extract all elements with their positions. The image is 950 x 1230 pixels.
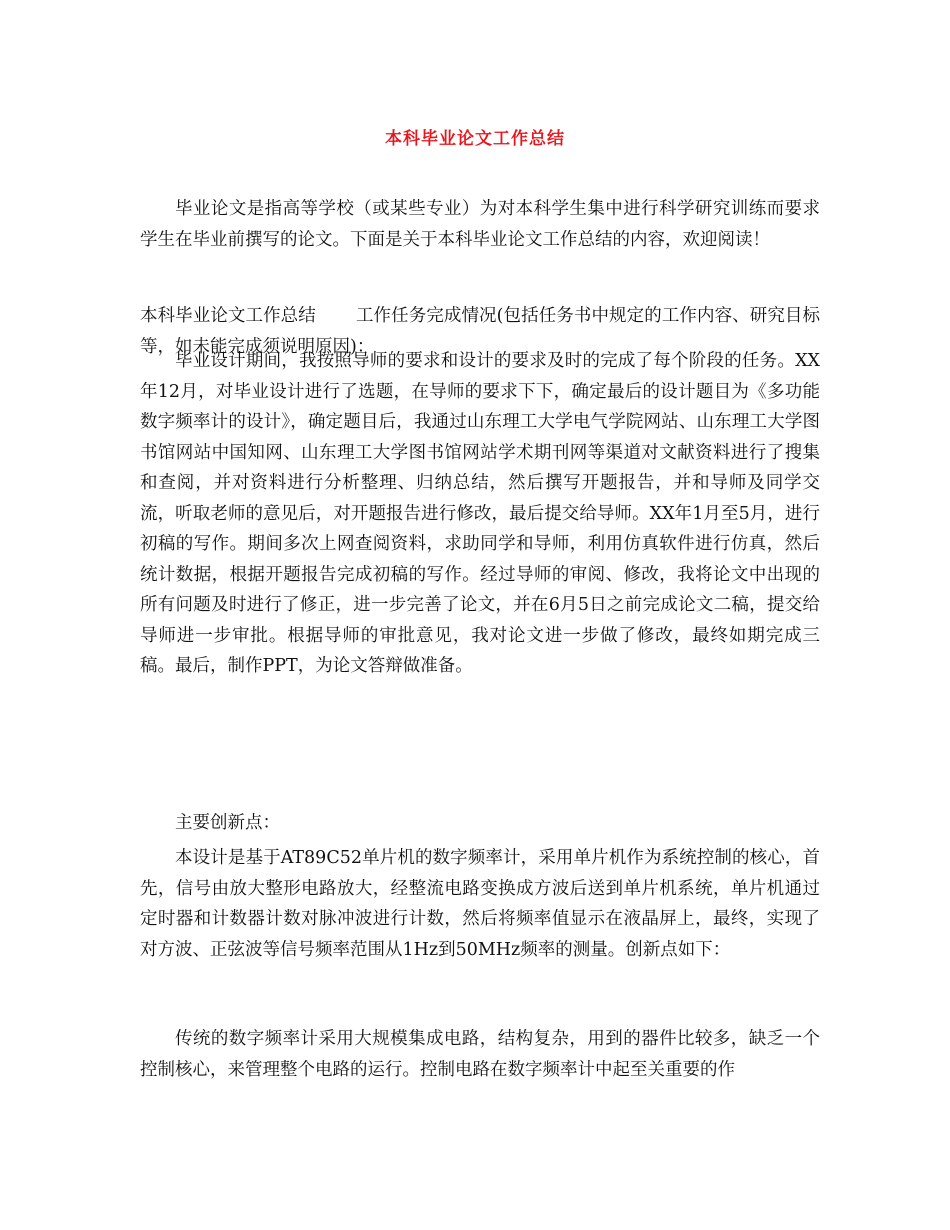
section-heading-text: 工作任务完成情况(包括任务书中规定的工作内容、研究目标等，如未能完成须说明原因)： <box>140 306 820 357</box>
traditional-paragraph: 传统的数字频率计采用大规模集成电路，结构复杂，用到的器件比较多，缺乏一个控制核心，来管理整个电路的运行。控制电路在数字频率计中起至关重要的作 <box>140 1029 820 1080</box>
work-summary-paragraph: 毕业设计期间，我按照导师的要求和设计的要求及时的完成了每个阶段的任务。XX年12月，对毕业设计进行了选题，在导师的要求下下，确定最后的设计题目为《多功能数字频率计的设计》，确定题目后，我通过山东理工大学电气学院网站、山东理工大学图书馆网站中国知网、山东理工大学图书馆网站学术期刊网等渠道对文献资料进行了搜集和查阅，并对资料进行分析整理、归纳总结，然后撰写开题报告，并和导师及同学交流，听取老师的意见后，对开题报告进行修改，最后提交给导师。XX年1月至5月，进行初稿的写作。期间多次上网查阅资料，求助同学和导师，利用仿真软件进行仿真，然后统计数据，根据开题报告完成初稿的写作。经过导师的审阅、修改，我将论文中出现的所有问题及时进行了修正，进一步完善了论文，并在6月5日之前完成论文二稿，提交给导师进一步审批。根据导师的审批意见，我对论文进一步做了修改，最终如期完成三稿。最后，制作PPT，为论文答辩做准备。 <box>140 351 820 676</box>
intro-paragraph: 毕业论文是指高等学校（或某些专业）为对本科学生集中进行科学研究训练而要求学生在毕业前撰写的论文。下面是关于本科毕业论文工作总结的内容，欢迎阅读！ <box>140 199 820 250</box>
innovation-heading: 主要创新点： <box>175 813 280 833</box>
innovation-paragraph: 本设计是基于AT89C52单片机的数字频率计，采用单片机作为系统控制的核心，首先，信号由放大整形电路放大，经整流电路变换成方波后送到单片机系统，单片机通过定时器和计数器计数对脉冲波进行计数，然后将频率值显示在液晶屏上，最终，实现了对方波、正弦波等信号频率范围从1Hz到50MHz频率的测量。创新点如下： <box>140 848 820 960</box>
document-title: 本科毕业论文工作总结 <box>385 129 565 149</box>
section-heading-label: 本科毕业论文工作总结 <box>140 306 316 326</box>
